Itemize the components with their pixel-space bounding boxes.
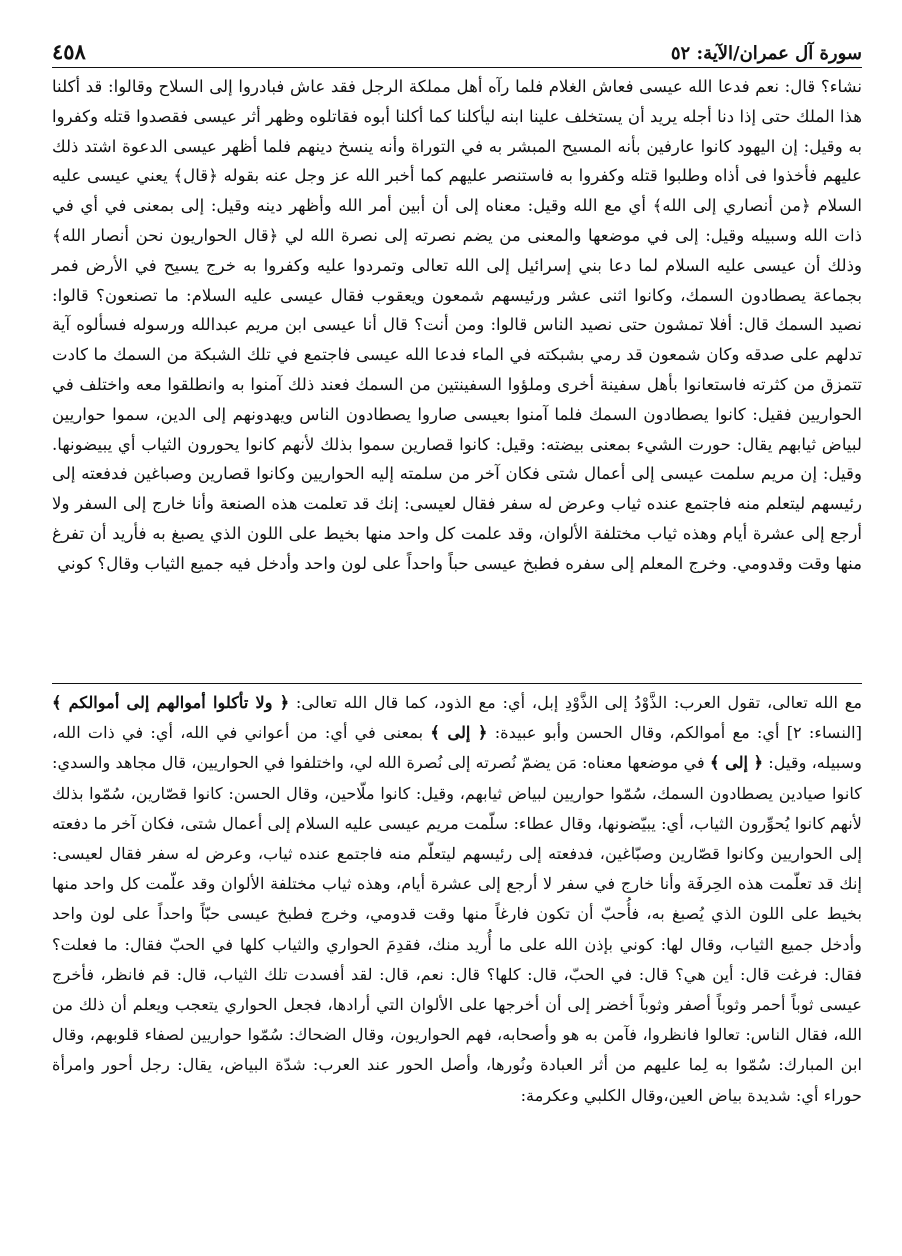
main-paragraph: نشاء؟ قال: نعم فدعا الله عيسى فعاش الغلام فلما رآه أهل مملكة الرجل فقد عاش فبادروا إلى السلاح وقالوا: قد أكلنا هذا الملك حتى إذا دنا أجله يريد أن يستخلف علينا ابنه ليأكلنا كما أكلنا أبوه فقاتلوه وظهر أثر عيسى فقصدوا قتله وكفروا به وقيل: إن اليهود كانوا عارفين بأنه المسيح المبشر به في التوراة وأنه ينسخ دينهم فلما أظهر عيسى الدعوة اشتد ذلك عليهم فأخذوا فى أذاه وطلبوا قتله وكفروا به فاستنصر عليهم كما أخبر الله عز وجل عنه بقوله ﴿قال﴾ يعني عيسى عليه السلام ﴿من أنصاري إلى الله﴾ أي مع الله وقيل: معناه إلى أن أبين أمر الله وأظهر دينه وقيل: إلى بمعنى في أي في ذات الله وسبيله وقيل: إلى في موضعها والمعنى من يضم نصرته إلى نصرة الله لي ﴿قال الحواريون نحن أنصار الله﴾ وذلك أن عيسى عليه السلام لما دعا بني إسرائيل إلى الله تعالى وتمردوا عليه وكفروا به خرج يسيح في الأرض فمر بجماعة يصطادون السمك، وكانوا اثنى عشر ورئيسهم شمعون ويعقوب فقال عيسى عليه السلام: ما تصنعون؟ قالوا: نصيد السمك قال: أفلا تمشون حتى نصيد الناس قالوا: ومن أنت؟ قال أنا عيسى ابن مريم عبدالله ورسوله فسألوه آية تدلهم على صدقه وكان شمعون قد رمي بشبكته في الماء فدعا الله عيسى فاجتمع في تلك الشبكة من السمك ما كادت تتمزق من كثرته فاستعانوا بأهل سفينة أخرى وملؤوا السفينتين من السمك فعند ذلك آمنوا به وانطلقوا معه واختلف في الحواريين فقيل: كانوا يصطادون السمك فلما آمنوا بعيسى صاروا يصطادون الناس ويهدونهم إلى الدين، سموا حواريين لبياض ثيابهم يقال: حورت الشيء بمعنى بيضته: وقيل: كانوا قصارين سموا بذلك لأنهم كانوا يحورون الثياب أي يبيضونها. وقيل: إن مريم سلمت عيسى إلى أعمال شتى فكان آخر من سلمته إليه الحواريين وكانوا قصارين وصباغين فدفعته إلى رئيسهم ليتعلم منه فاجتمع عنده ثياب وعرض له سفر فقال لعيسى: إنك قد تعلمت هذه الصنعة وأنا خارج إلى السفر ولا أرجع إلى عشرة أيام وهذه ثياب مختلفة الألوان، وقد علمت كل واحد منها بخيط على اللون الذي يصبغ به فأريد أن تفرغ منها وقت وقدومي. وخرج المعلم إلى سفره فطبخ عيسى حباً واحداً على لون واحد وأدخل فيه جميع الثياب وقال؟ كوني (52, 77, 862, 573)
footnote-text: بمعنى في أي: من أعواني في الله، أي: في ذات الله، وسبيله، وقيل: (52, 723, 862, 773)
sura-title: سورة آل عمران/الآية: ٥٢ (670, 43, 862, 64)
page-number: ٤٥٨ (52, 39, 86, 64)
footnote-separator (52, 683, 862, 684)
footnote-paragraph (52, 688, 862, 1111)
quran-citation: ﴿ إلى ﴾ (430, 723, 488, 743)
footnote-text: [النساء: ٢] أي: مع أموالكم، وقال الحسن وأبو عبيدة: (487, 723, 862, 743)
footnotes (52, 688, 862, 1111)
quran-citation: ﴿ ولا تأكلوا أموالهم إلى أموالكم ﴾ (52, 693, 290, 712)
main-text (52, 72, 862, 579)
footnote-text: في موضعها معناه: مَن يضمّ نُصرته إلى نُصرة الله لي، واختلفوا في الحواريين، قال مجاهد والسدي: كانوا صيادين يصطادون السمك، سُمّوا حواريين لبياض ثيابهم، وقيل: كانوا ملّاحين، وقال الحسن: كانوا قصّارين، سُمّوا بذلك لأنهم كانوا يُحوِّرون الثياب، أي: يبيّضونها، وقال عطاء: سلّمت مريم عيسى عليه السلام إلى أعمال شتى، فكان آخر ما دفعته إلى الحواريين وكانوا قصّارين وصبّاغين، فدفعته إلى رئيسهم ليتعلّم منه فاجتمع عنده ثياب، وعرض له سفر فقال لعيسى: إنك قد تعلّمت هذه الحِرفَة وأنا خارج في سفر لا أرجع إلى عشرة أيام، وهذه ثياب مختلفة الألوان وقد علّمت كل واحد منها بخيط على اللون الذي يُصبغ به، فأُحبّ أن تكون فارغاً منها وقت قدومي، وخرج فطبخ عيسى حبّاً واحداً على لون واحد وأدخل جميع الثياب، وقال لها: كوني بإذن الله على ما أُريد منك، فقدِمَ الحواري والثياب كلها في الحبّ فقال: ما فعلت؟ فقال: فرغت قال: أين هي؟ قال: في الحبّ، قال: كلها؟ قال: نعم، قال: لقد أفسدت تلك الثياب، قال: قم فانظر، فأخرج عيسى ثوباً أحمر وثوباً أصفر وثوباً أخضر إلى أن أخرجها على الألوان التي أرادها، فجعل الحواري يتعجب ويعلم أن ذلك من الله، فقال الناس: تعالوا فانظروا، فآمن به هو وأصحابه، فهم الحواريون، وقال الضحاك: سُمّوا حواريين لصفاء قلوبهم، وقال ابن المبارك: سُمّوا به لِما عليهم من أثر العبادة ونُورها، وأصل الحور عند العرب: شدّة البياض، يقال: رجل أحور وامرأة حوراء أي: شديدة بياض العين،وقال الكلبي وعكرمة: (52, 753, 862, 1105)
footnote-text: مع الله تعالى، تقول العرب: الذَّوْدُ إلى الذَّوْدِ إبل، أي: مع الذود، كما قال الله تعالى: (289, 693, 862, 712)
page-header (52, 34, 862, 68)
quran-citation: ﴿ إلى ﴾ (709, 753, 764, 773)
